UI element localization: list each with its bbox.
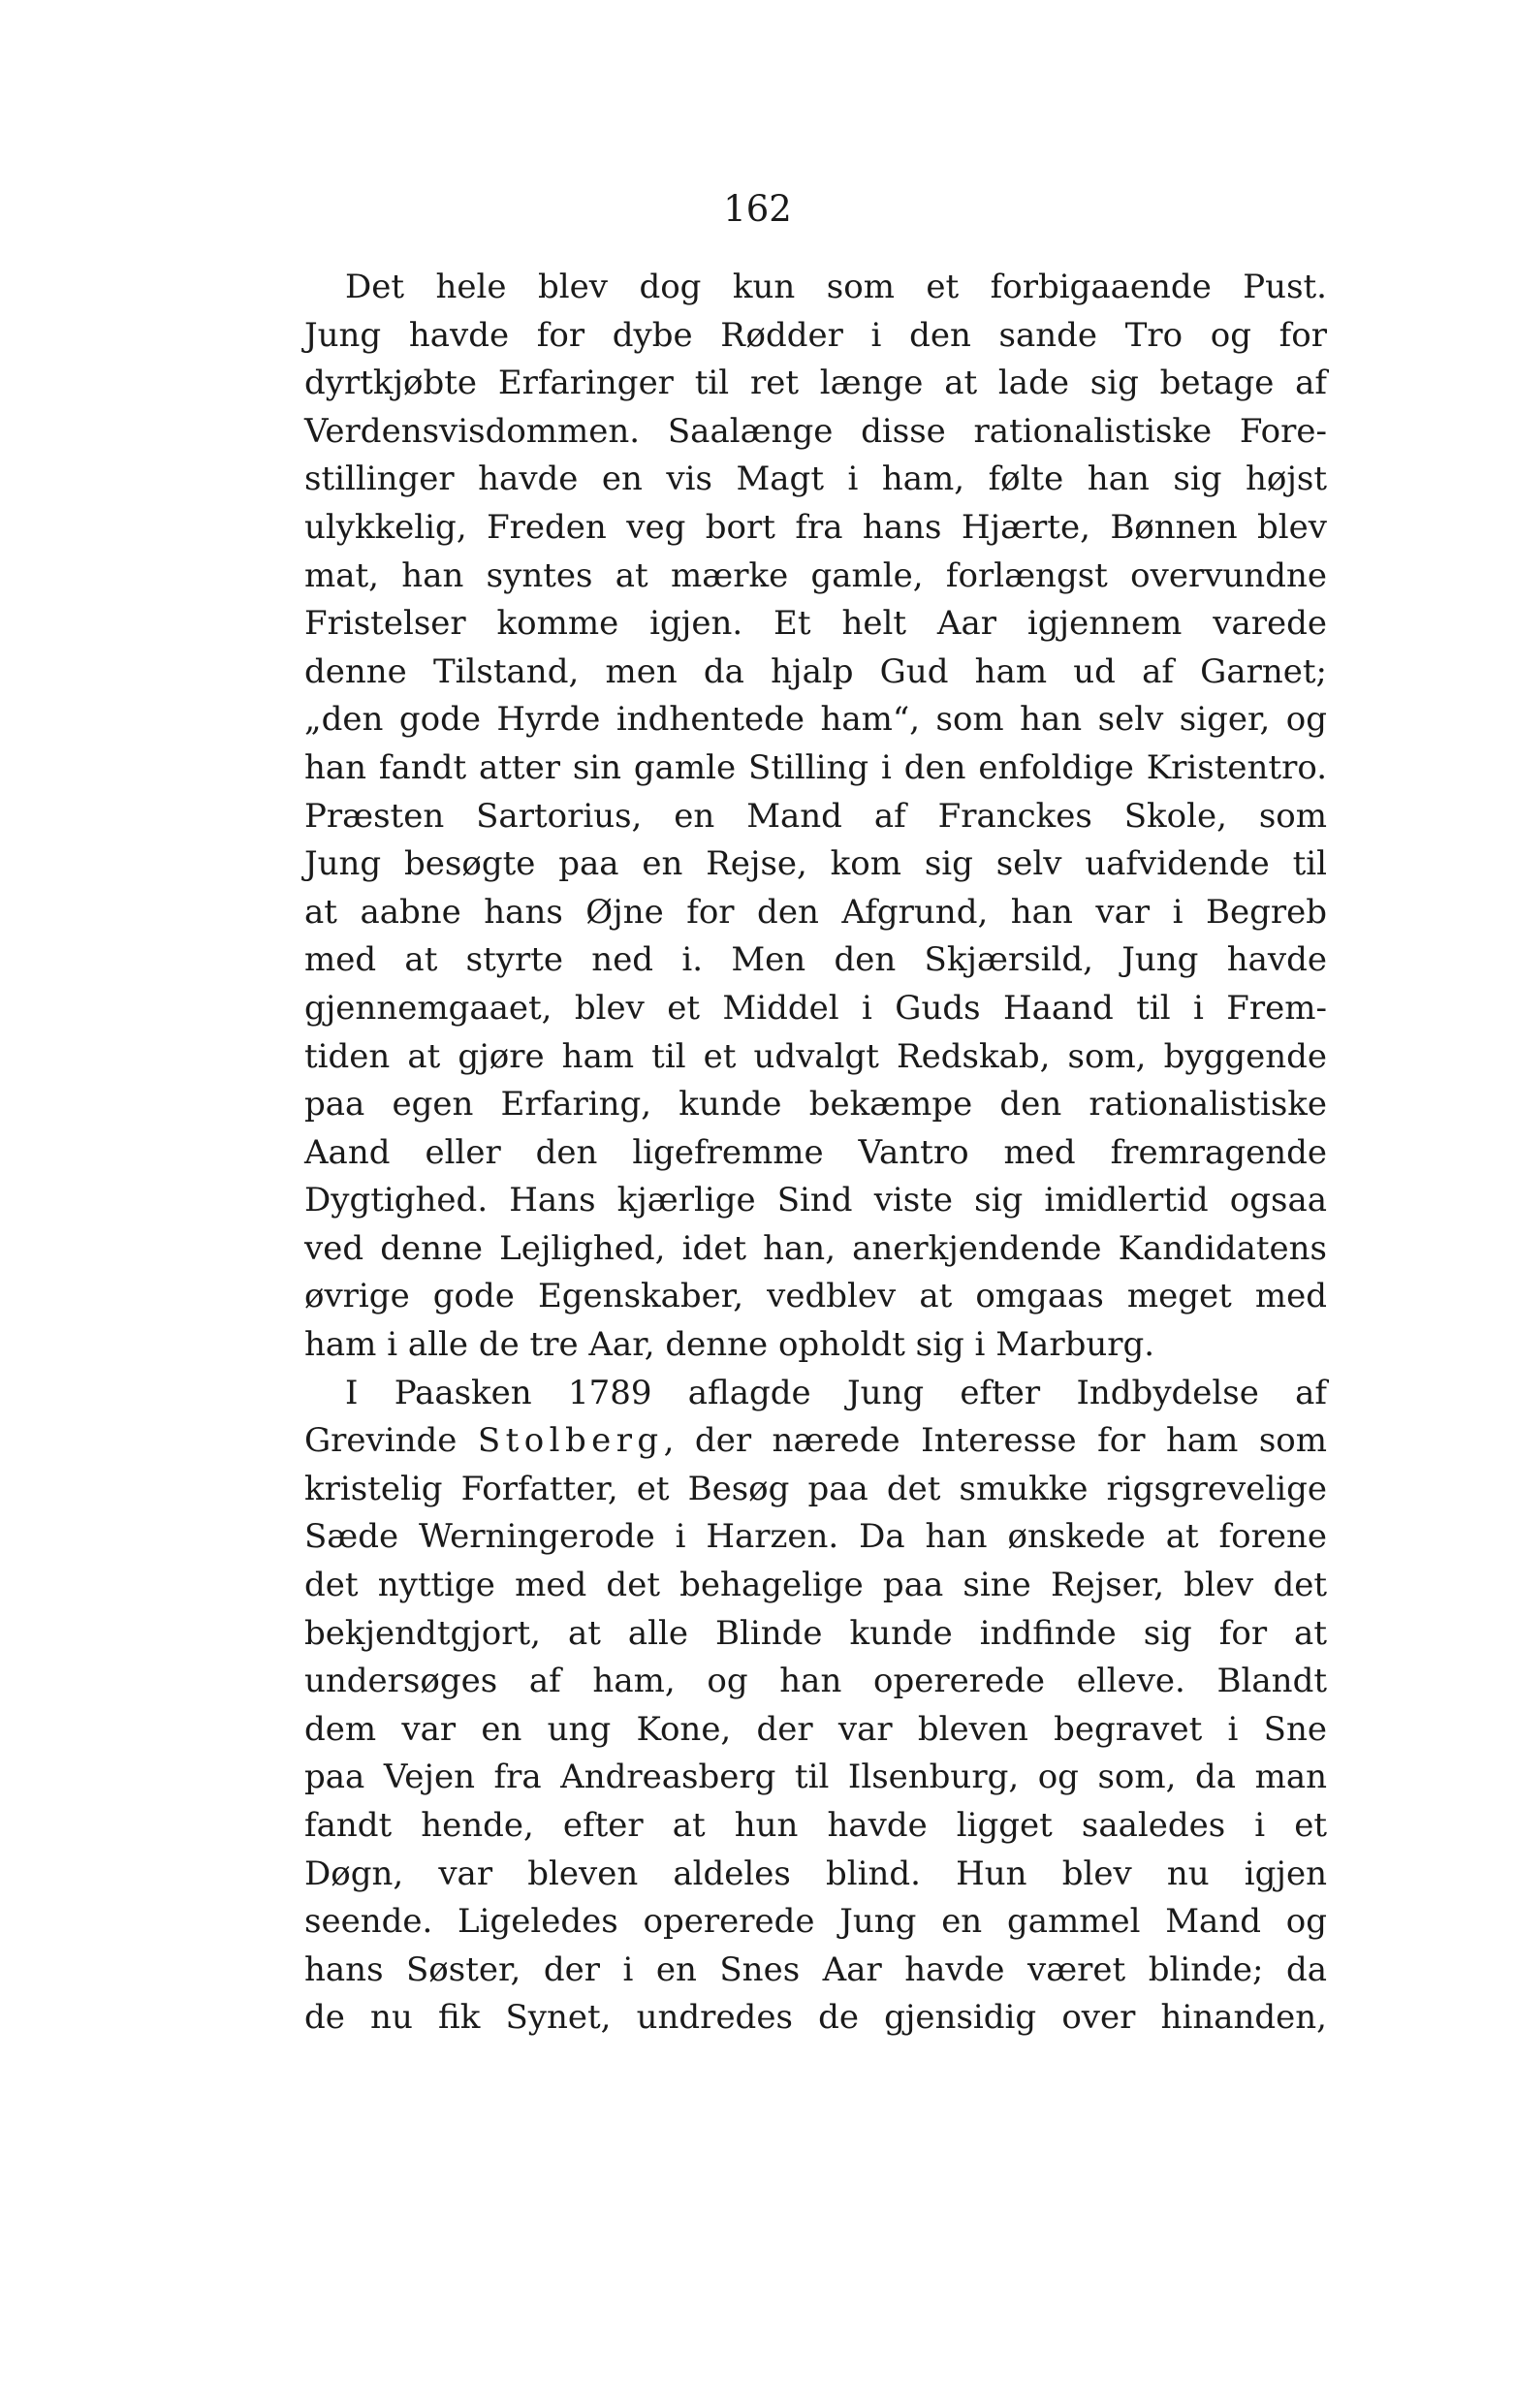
text-line: Fristelser komme igjen. Et helt Aar igjennem varede <box>304 604 1327 644</box>
text-fragment: Grevinde <box>304 1421 458 1461</box>
text-line: Præsten Sartorius, en Mand af Franckes Skole, som <box>304 796 1327 836</box>
text-line: ham i alle de tre Aar, denne opholdt sig i Marburg. <box>304 1325 1155 1365</box>
text-line: øvrige gode Egenskaber, vedblev at omgaas meget med <box>304 1277 1327 1316</box>
text-line: Det hele blev dog kun som et forbigaaende Pust. <box>345 268 1327 306</box>
text-line: Dygtighed. Hans kjærlige Sind viste sig imidlertid ogsaa <box>304 1181 1327 1220</box>
text-line: dem var en ung Kone, der var bleven begravet i Sne <box>304 1709 1327 1749</box>
text-line: gjennemgaaet, blev et Middel i Guds Haand til i Frem- <box>304 988 1327 1028</box>
text-line: „den gode Hyrde indhentede ham“, som han selv siger, og <box>304 700 1327 740</box>
text-line: seende. Ligeledes opererede Jung en gammel Mand og <box>304 1902 1327 1942</box>
body-text <box>304 264 1327 2043</box>
text-line: dyrtkjøbte Erfaringer til ret længe at lade sig betage af <box>304 364 1327 403</box>
text-line: paa egen Erfaring, kunde bekæmpe den rationalistiske <box>304 1085 1327 1125</box>
text-line: Døgn, var bleven aldeles blind. Hun blev nu igjen <box>304 1854 1327 1893</box>
text-line: ved denne Lejlighed, idet han, anerkjendende Kandidatens <box>304 1228 1327 1268</box>
text-line: at aabne hans Øjne for den Afgrund, han var i Begreb <box>304 892 1327 932</box>
text-line: undersøges af ham, og han opererede elleve. Blandt <box>304 1662 1327 1701</box>
text-fragment: , der nærede Interesse for ham som <box>663 1421 1327 1461</box>
text-line: Sæde Werningerode i Harzen. Da han ønskede at forene <box>304 1517 1327 1557</box>
text-line: fandt hende, efter at hun havde ligget saaledes i et <box>304 1806 1327 1845</box>
text-line: tiden at gjøre ham til et udvalgt Redskab, som, byggende <box>304 1036 1327 1076</box>
text-line: hans Søster, der i en Snes Aar havde været blinde; da <box>304 1949 1327 1989</box>
text-line: mat, han syntes at mærke gamle, forlængst overvundne <box>304 555 1327 595</box>
text-line: Jung havde for dybe Rødder i den sande Tro og for <box>304 315 1327 355</box>
text-line: Aand eller den ligefremme Vantro med fremragende <box>304 1132 1327 1172</box>
text-line: denne Tilstand, men da hjalp Gud ham ud af Garnet; <box>304 651 1327 691</box>
text-line: ulykkelig, Freden veg bort fra hans Hjærte, Bønnen blev <box>304 507 1327 547</box>
page-number: 162 <box>723 188 792 230</box>
text-line: paa Vejen fra Andreasberg til Ilsenburg, og som, da man <box>304 1758 1327 1797</box>
text-line: kristelig Forfatter, et Besøg paa det smukke rigsgrevelige <box>304 1469 1327 1508</box>
text-line: bekjendtgjort, at alle Blinde kunde indfinde sig for at <box>304 1613 1327 1653</box>
text-line: han fandt atter sin gamle Stilling i den enfoldige Kristentro. <box>304 747 1327 787</box>
text-line: det nyttige med det behagelige paa sine Rejser, blev det <box>304 1566 1327 1605</box>
spaced-name: Stolberg <box>477 1421 664 1461</box>
text-line: Jung besøgte paa en Rejse, kom sig selv uafvidende til <box>304 844 1327 884</box>
text-line: med at styrte ned i. Men den Skjærsild, Jung havde <box>304 940 1327 980</box>
text-line: Verdensvisdommen. Saalænge disse rationalistiske Fore- <box>304 411 1327 451</box>
text-line: I Paasken 1789 aflagde Jung efter Indbydelse af <box>345 1373 1327 1412</box>
text-line: stillinger havde en vis Magt i ham, følte han sig højst <box>304 459 1327 499</box>
text-line: de nu fik Synet, undredes de gjensidig over hinanden, <box>304 1998 1327 2038</box>
text-line <box>304 1417 1327 1466</box>
